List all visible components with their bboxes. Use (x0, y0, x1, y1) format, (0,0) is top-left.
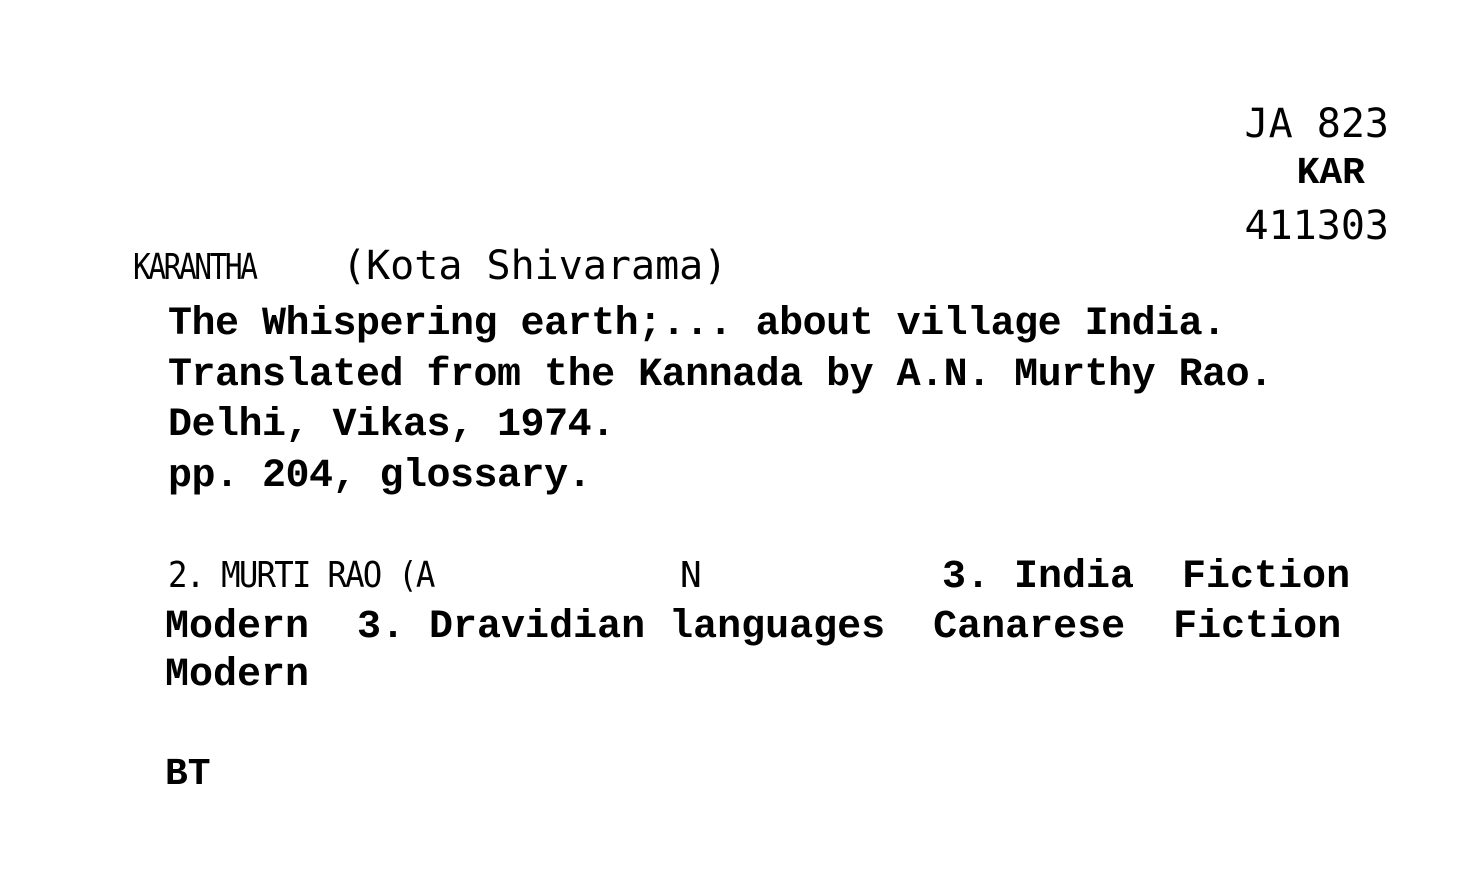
author-surname: KARANTHA (133, 247, 256, 288)
title-statement: The Whispering earth;... about village India. (168, 302, 1226, 347)
tracing-subject-dravidian: Modern 3. Dravidian languages Canarese Fiction (165, 605, 1342, 650)
tracing-added-entry-initial: N (680, 555, 702, 596)
tracing-subject-india: 3. India Fiction (942, 555, 1351, 600)
call-number-line-2: KAR (1296, 152, 1365, 195)
tracing-continuation: Modern (165, 653, 310, 698)
call-number-line-3: 411303 (1244, 203, 1389, 249)
cataloguer-initials: BT (165, 753, 211, 796)
translator-statement: Translated from the Kannada by A.N. Murthy Rao. (168, 353, 1273, 398)
author-forenames: (Kota Shivarama) (342, 243, 728, 289)
call-number-line-1: JA 823 (1244, 101, 1389, 147)
collation: pp. 204, glossary. (168, 454, 592, 499)
imprint: Delhi, Vikas, 1974. (168, 403, 615, 448)
tracing-added-entry: 2. MURTI RAO (A (168, 555, 434, 596)
